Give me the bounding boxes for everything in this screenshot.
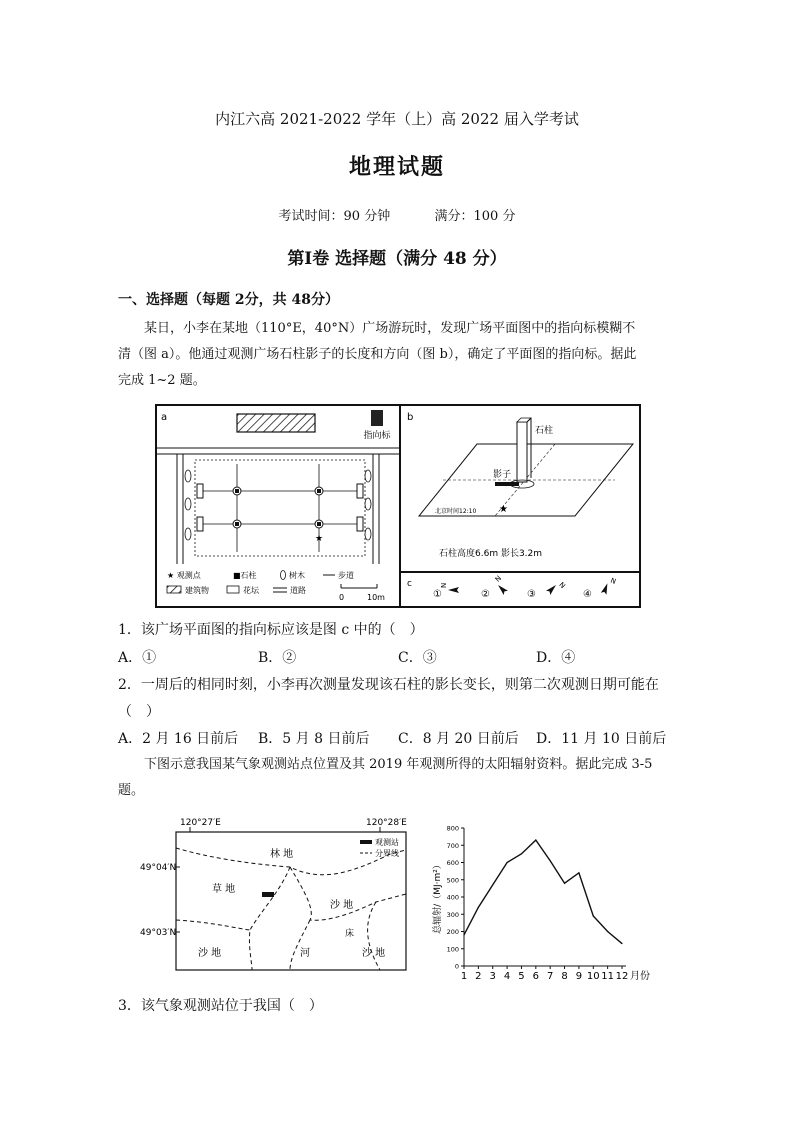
compass-option-4-icon [601,575,617,596]
y-tick-label: 400 [446,893,459,902]
x-tick-label: 4 [503,971,511,982]
question-1-stem: 1．该广场平面图的指向标应该是图 c 中的（ ） [118,622,424,638]
y-tick-label: 200 [446,928,459,936]
pillar-3d [517,422,527,482]
question-2-stem-2: （ ） [118,704,160,720]
river-label-chuang: 床 [345,929,355,939]
q1-option-c[interactable]: C．③ [398,650,437,666]
x-unit-label: 月份 [630,971,650,982]
sand-label-2: 沙 地 [198,948,222,959]
legend-path: 步道 [338,571,354,580]
school-title: 内江六高 2021-2022 学年（上）高 2022 届入学考试 [215,110,579,128]
option-label-3: ③ [527,589,536,600]
sand-label-1: 沙 地 [330,900,354,911]
y-tick-label: 700 [446,841,459,850]
data-point [506,862,507,863]
legend-flowerbed-icon [227,586,239,593]
y-tick-label: 100 [446,945,459,954]
observation-star-b-icon: ★ [499,504,508,515]
station-marker [262,892,274,897]
option-label-4: ④ [583,589,592,600]
y-tick-label: 300 [446,910,459,919]
svg-text:N: N [440,582,448,588]
x-tick-label: 6 [532,971,540,982]
lat-top: 49°04′N [140,863,177,873]
svg-text:N: N [609,576,617,586]
scale-zero: 0 [339,593,345,602]
grass-label: 草 地 [212,884,236,895]
legend-station: 观测站 [375,838,399,847]
shadow-label: 影子 [493,470,512,480]
question-2-stem: 2．一周后的相同时刻，小李再次测量发现该石柱的影长变长，则第二次观测日期可能在 [118,677,659,693]
legend-pillar: ■石柱 [233,571,257,580]
data-point [478,907,479,908]
y-tick-label: 500 [446,876,459,885]
data-point [550,860,551,861]
lon-left: 120°27′E [180,818,221,828]
sand-label-3: 沙 地 [362,948,386,959]
passage-1-line-1: 某日，小李在某地（110°E，40°N）广场游玩时，发现广场平面图中的指向标模糊不 [144,321,636,336]
data-point [607,931,608,932]
passage-1-line-3: 完成 1~2 题。 [118,373,206,388]
data-point [564,883,565,884]
legend-tree: 树木 [289,571,305,580]
full-score: 满分：100 分 [434,209,516,224]
x-tick-label: 12 [615,971,629,982]
legend-boundary: 分界线 [375,849,399,858]
x-tick-label: 2 [475,971,482,982]
legend-observation: ★ 观测点 [167,571,201,580]
y-tick-label: 0 [454,962,459,971]
plaza-outline [195,460,365,556]
river-label-he: 河 [300,948,310,959]
compass-option-3-icon [546,577,567,598]
data-point [621,943,622,944]
compass-marker-icon [371,410,383,426]
forest-label: 林 地 [270,849,294,860]
figure-1 [155,404,641,608]
compass-option-2-icon [490,574,511,595]
data-point [463,934,464,935]
q2-option-b[interactable]: B．5 月 8 日前后 [258,731,370,747]
compass-label: 指向标 [363,431,391,441]
q2-option-a[interactable]: A．2 月 16 日前后 [118,731,239,747]
figure-1-border [156,405,640,607]
legend-building-icon [167,586,181,593]
panel-a-label: a [161,412,168,423]
y-tick-label: 800 [446,824,459,833]
time-label: 北京时间12:10 [435,508,477,515]
data-point [578,872,579,873]
radiation-series-line [464,840,622,944]
x-tick-label: 10 [586,971,600,982]
option-label-1: ① [433,589,442,600]
observation-star-icon: ★ [314,534,324,544]
x-tick-label: 8 [561,971,568,982]
x-tick-label: 7 [546,971,554,982]
legend-station-icon [360,840,372,844]
x-tick-label: 5 [518,971,525,982]
legend-tree-icon [281,571,286,580]
pillar-label: 石柱 [535,426,554,436]
x-tick-label: 11 [601,971,615,982]
scale-ten: 10m [367,593,385,602]
legend-flowerbed: 花坛 [243,586,259,595]
tree-group [185,470,371,540]
q2-option-d[interactable]: D．11 月 10 日前后 [536,731,667,747]
svg-text:N: N [557,580,567,591]
option-label-2: ② [481,589,490,600]
height-shadow-label: 石柱高度6.6m 影长3.2m [439,549,543,559]
question-3-stem: 3．该气象观测站位于我国（ ） [118,998,323,1014]
data-point [492,884,493,885]
shadow-bar [495,482,519,486]
data-point [593,915,594,916]
passage-1-line-2: 清（图 a）。他通过观测广场石柱影子的长度和方向（图 b），确定了平面图的指向标。据此 [118,347,637,362]
panel-b-label: b [407,412,414,423]
x-tick-label: 3 [489,971,496,982]
passage-2-line-2: 题。 [118,783,145,798]
q1-option-b[interactable]: B．② [258,650,297,666]
part-heading: 一、选择题（每题 2分，共 48分） [118,292,339,308]
radiation-chart [426,818,666,986]
q1-option-a[interactable]: A．① [118,650,157,666]
y-axis-label: 总辐射/（MJ·m²） [433,860,443,934]
lat-bottom: 49°03′N [140,928,177,938]
data-point [521,853,522,854]
panel-c-label: c [407,579,412,589]
svg-text:N: N [493,574,504,584]
exam-info [0,205,794,224]
legend-road: 道路 [290,586,306,595]
q1-option-d[interactable]: D．④ [536,650,576,666]
lon-right: 120°28′E [366,818,407,828]
q2-option-c[interactable]: C．8 月 20 日前后 [398,731,519,747]
passage-2 [118,752,678,804]
passage-2-line-1: 下图示意我国某气象观测站点位置及其 2019 年观测所得的太阳辐射资料。据此完成 3-5 [144,757,653,772]
pillar-group [233,487,323,528]
data-point [535,839,536,840]
x-tick-label: 9 [575,971,583,982]
passage-1 [118,316,678,394]
building-block [237,414,315,432]
section-title: 第Ⅰ卷 选择题（满分 48 分） [287,249,507,269]
exam-time: 考试时间：90 分钟 [278,209,391,224]
subject-title: 地理试题 [348,154,445,180]
legend-building: 建筑物 [185,586,209,595]
station-map [140,812,418,982]
compass-option-1-icon [440,583,459,593]
x-tick-label: 1 [460,971,468,982]
y-tick-label: 600 [446,859,459,867]
